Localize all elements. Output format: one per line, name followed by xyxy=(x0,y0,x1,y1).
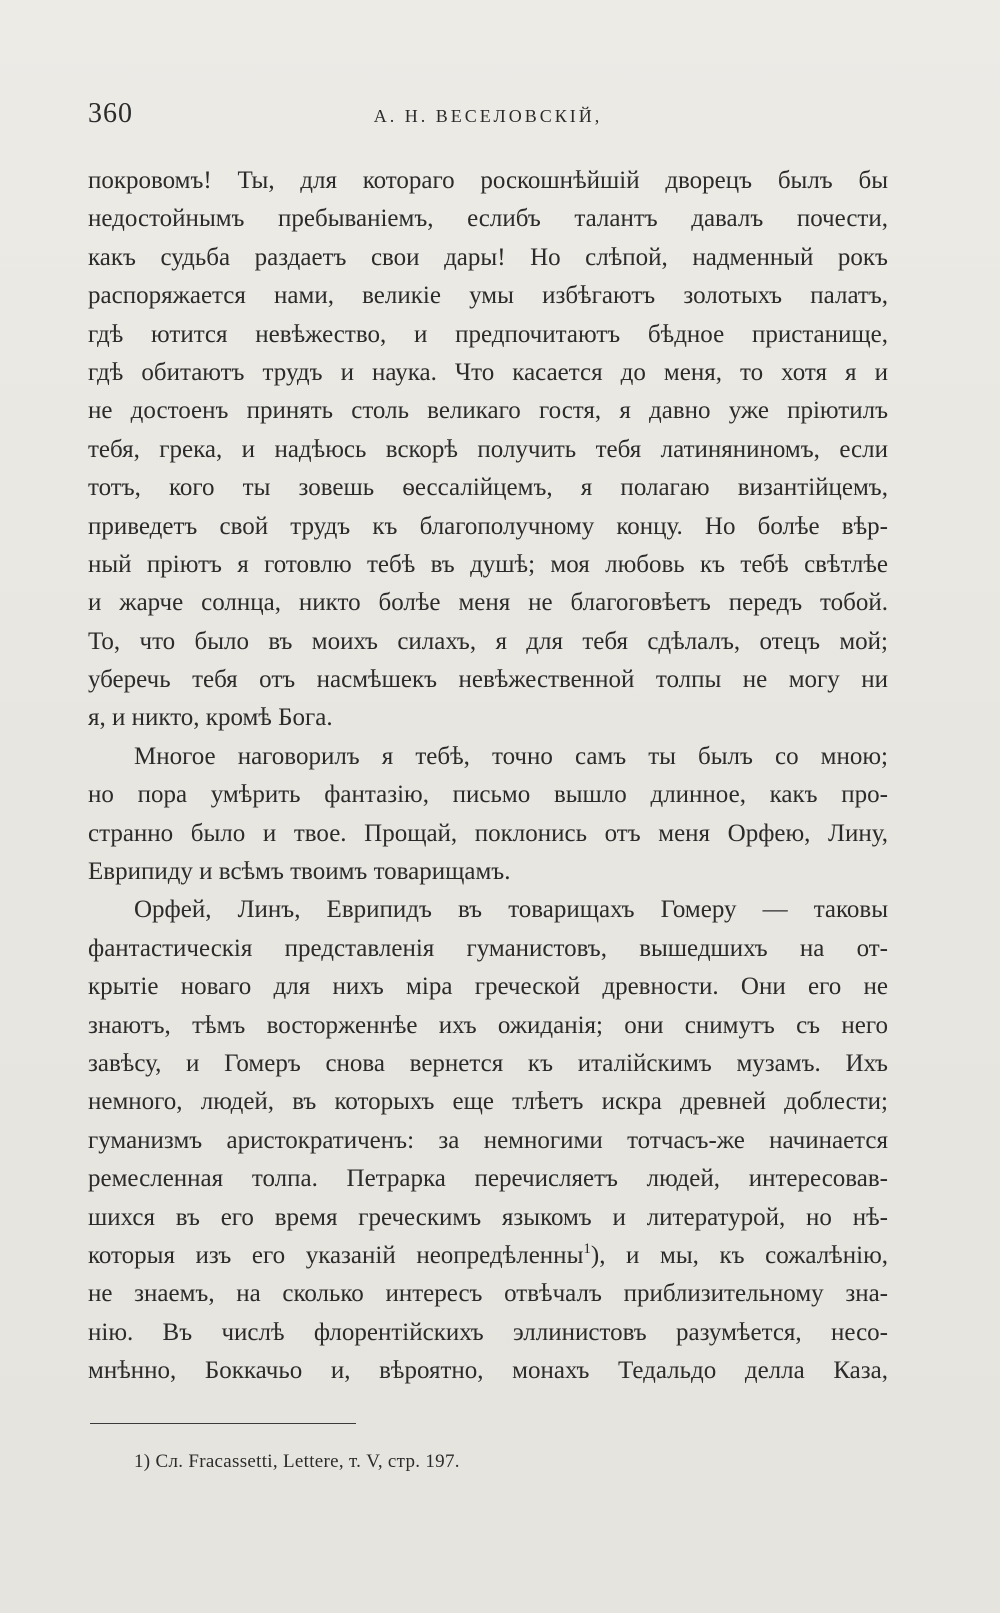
text-line: нію. Въ числѣ флорентійскихъ эллинистовъ разумѣется, несо- xyxy=(88,1318,888,1346)
text-line: То, что было въ моихъ силахъ, я для тебя сдѣлалъ, отецъ мой; xyxy=(88,627,888,655)
text-line: фантастическія представленія гуманистовъ, вышедшихъ на от- xyxy=(88,934,888,962)
paragraph-start-line: Многое наговорилъ я тебѣ, точно самъ ты былъ со мною; xyxy=(134,742,888,770)
text-line: гдѣ ютится невѣжество, и предпочитаютъ бѣдное пристанище, xyxy=(88,320,888,348)
text-line: странно было и твое. Прощай, поклонись отъ меня Орфею, Лину, xyxy=(88,819,888,847)
page-number: 360 xyxy=(88,98,133,129)
text-line: немного, людей, въ которыхъ еще тлѣетъ искра древней доблести; xyxy=(88,1088,888,1116)
text-line: тотъ, кого ты зовешь ѳессалійцемъ, я полагаю византійцемъ, xyxy=(88,474,888,502)
text-line: не знаемъ, на сколько интересъ отвѣчалъ приблизительному зна- xyxy=(88,1280,888,1308)
text-segment: ), и мы, къ сожалѣнію, xyxy=(590,1241,888,1269)
paragraph-end-line: я, и никто, кромѣ Бога. xyxy=(88,704,333,732)
text-line: шихся въ его время греческимъ языкомъ и литературой, но нѣ- xyxy=(88,1203,888,1231)
text-line: покровомъ! Ты, для котораго роскошнѣйшій дворецъ былъ бы xyxy=(88,167,888,194)
text-line: распоряжается нами, великіе умы избѣгаютъ золотыхъ палатъ, xyxy=(88,282,888,310)
text-line: но пора умѣрить фантазію, письмо вышло длинное, какъ про- xyxy=(88,781,888,809)
text-line: крытіе новаго для нихъ міра греческой древности. Они его не xyxy=(88,973,888,1001)
footnote-divider xyxy=(90,1423,356,1424)
footnote: 1) Сл. Fracassetti, Lettere, т. V, стр. 197. xyxy=(134,1451,460,1472)
footnote-reference[interactable]: 1 xyxy=(583,1240,591,1257)
text-line: ремесленная толпа. Петрарка перечисляетъ людей, интересовав- xyxy=(88,1165,888,1193)
paragraph-start-line: Орфей, Линъ, Еврипидъ въ товарищахъ Гомеру — таковы xyxy=(134,896,888,924)
text-line: завѣсу, и Гомеръ снова вернется къ италійскимъ музамъ. Ихъ xyxy=(88,1049,888,1077)
text-line: знаютъ, тѣмъ восторженнѣе ихъ ожиданія; они снимутъ съ него xyxy=(88,1011,888,1039)
text-line: мнѣнно, Боккачьо и, вѣроятно, монахъ Тедальдо делла Каза, xyxy=(88,1357,888,1385)
text-line: приведетъ свой трудъ къ благополучному концу. Но болѣе вѣр- xyxy=(88,512,888,540)
text-line: тебя, грека, и надѣюсь вскорѣ получить тебя латиняниномъ, если xyxy=(88,435,888,463)
text-line: уберечь тебя отъ насмѣшекъ невѣжественной толпы не могу ни xyxy=(88,666,888,694)
body-text xyxy=(88,162,888,1391)
text-line: гдѣ обитаютъ трудъ и наука. Что касается до меня, то хотя я и xyxy=(88,358,888,386)
text-line-with-footnote-ref xyxy=(88,1237,888,1275)
page-header xyxy=(88,98,888,138)
text-line: какъ судьба раздаетъ свои дары! Но слѣпой, надменный рокъ xyxy=(88,243,888,271)
text-line: и жарче солнца, никто болѣе меня не благоговѣетъ передъ тобой. xyxy=(88,589,888,617)
paragraph-end-line: Еврипиду и всѣмъ твоимъ товарищамъ. xyxy=(88,858,511,886)
running-head: А. Н. ВЕСЕЛОВСКІЙ, xyxy=(373,106,603,126)
text-line: недостойнымъ пребываніемъ, еслибъ талантъ давалъ почести, xyxy=(88,205,888,233)
text-segment: которыя изъ его указаній неопредѣленны xyxy=(88,1241,584,1269)
text-line: ный пріютъ я готовлю тебѣ въ душѣ; моя любовь къ тебѣ свѣтлѣе xyxy=(88,550,888,578)
text-line: гуманизмъ аристократиченъ: за немногими тотчасъ-же начинается xyxy=(88,1126,888,1154)
text-line: не достоенъ принять столь великаго гостя, я давно уже пріютилъ xyxy=(88,397,888,425)
